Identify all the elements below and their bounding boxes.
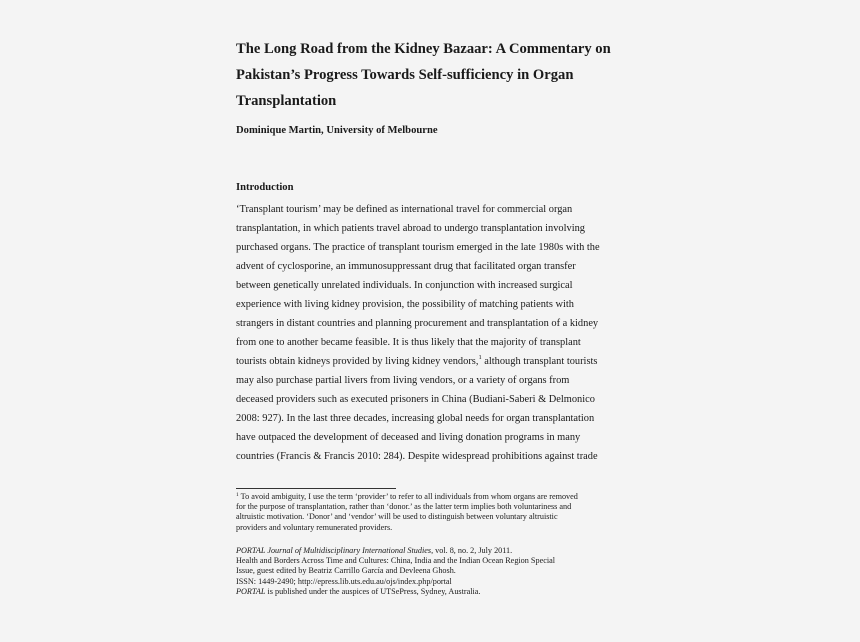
journal-volume: , vol. 8, no. 2, July 2011. bbox=[431, 546, 513, 555]
paper-title bbox=[236, 36, 656, 114]
body-line: deceased providers such as executed prisoners in China (Budiani-Saberi & Delmonico bbox=[236, 394, 595, 405]
section-heading-introduction: Introduction bbox=[236, 182, 294, 193]
body-line: purchased organs. The practice of transplant tourism emerged in the late 1980s with the bbox=[236, 242, 600, 253]
footnote-line bbox=[236, 492, 636, 502]
special-issue-title: Health and Borders Across Time and Cultures: China, India and the Indian Ocean Region Special bbox=[236, 556, 556, 566]
journal-citation bbox=[236, 546, 636, 556]
body-line-text: tourists obtain kidneys provided by living kidney vendors, bbox=[236, 356, 479, 367]
journal-info bbox=[236, 546, 636, 597]
portal-name: PORTAL bbox=[236, 586, 266, 596]
journal-name: PORTAL Journal of Multidisciplinary International Studies bbox=[236, 546, 432, 555]
body-line: from one to another became feasible. It is thus likely that the majority of transplant bbox=[236, 337, 581, 348]
publisher-note bbox=[236, 587, 636, 597]
footnote-1 bbox=[236, 492, 636, 533]
issn-and-url[interactable]: ISSN: 1449-2490; http://epress.lib.uts.edu.au/ojs/index.php/portal bbox=[236, 576, 452, 586]
paper-title-line-3: Transplantation bbox=[236, 93, 337, 109]
body-line: ‘Transplant tourism’ may be defined as international travel for commercial organ bbox=[236, 204, 573, 215]
publisher-text: is published under the auspices of UTSePress, Sydney, Australia. bbox=[265, 586, 481, 596]
author-affiliation: Dominique Martin, University of Melbourne bbox=[236, 125, 438, 136]
body-line: strangers in distant countries and planning procurement and transplantation of a kidney bbox=[236, 318, 599, 329]
body-line: advent of cyclosporine, an immunosuppressant drug that facilitated organ transfer bbox=[236, 261, 576, 272]
special-issue-editors: Issue, guest edited by Beatriz Carrillo García and Devleena Ghosh. bbox=[236, 566, 456, 576]
body-line: 2008: 927). In the last three decades, increasing global needs for organ transplantation bbox=[236, 413, 595, 424]
footnote-line: altruistic motivation. ‘Donor’ and ‘vendor’ will be used to distinguish between voluntary altruistic bbox=[236, 512, 558, 522]
footnote-marker: 1 bbox=[236, 492, 239, 498]
body-line: countries (Francis & Francis 2010: 284). Despite widespread prohibitions against trade bbox=[236, 451, 598, 462]
paper-title-line-2: Pakistan’s Progress Towards Self-sufficiency in Organ bbox=[236, 67, 574, 83]
introduction-body bbox=[236, 200, 636, 466]
body-line-text: although transplant tourists bbox=[481, 356, 598, 367]
body-line: transplantation, in which patients travel abroad to undergo transplantation involving bbox=[236, 223, 585, 234]
body-line: have outpaced the development of deceased and living donation programs in many bbox=[236, 432, 581, 443]
body-line-with-footnote-ref bbox=[236, 352, 636, 371]
footnote-text: To avoid ambiguity, I use the term ‘provider’ to refer to all individuals from whom organs are removed bbox=[238, 492, 578, 501]
body-line: experience with living kidney provision, the possibility of matching patients with bbox=[236, 299, 574, 310]
paper-title-line-1: The Long Road from the Kidney Bazaar: A Commentary on bbox=[236, 41, 611, 57]
body-line: may also purchase partial livers from living vendors, or a variety of organs from bbox=[236, 375, 570, 386]
footnote-line: for the purpose of transplantation, rather than ‘donor.’ as the latter term implies both voluntariness and bbox=[236, 502, 572, 512]
footnote-reference[interactable]: 1 bbox=[478, 354, 482, 361]
footnote-line: providers and voluntary remunerated providers. bbox=[236, 522, 393, 532]
footnote-divider bbox=[236, 488, 396, 489]
body-line: between genetically unrelated individuals. In conjunction with increased surgical bbox=[236, 280, 573, 291]
